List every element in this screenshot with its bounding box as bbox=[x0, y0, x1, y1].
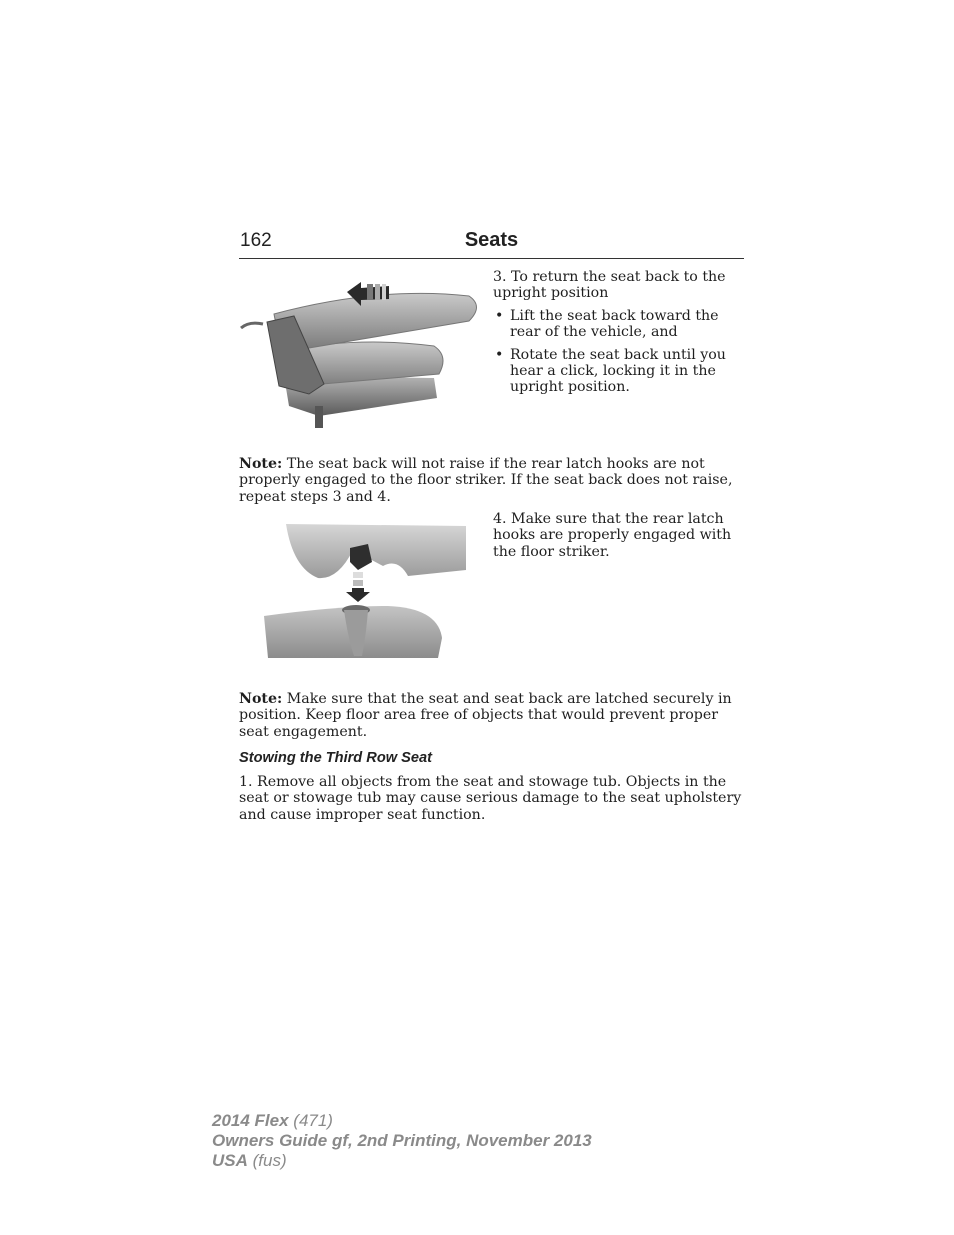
step-3 bbox=[493, 269, 748, 402]
note-seat-back bbox=[239, 456, 744, 505]
footer-market: USA bbox=[212, 1151, 248, 1170]
footer-printing: Owners Guide gf, 2nd Printing, November 2013 bbox=[212, 1131, 592, 1150]
page-header bbox=[239, 228, 744, 259]
seat-back-raise-illustration bbox=[239, 266, 484, 436]
note-label: Note: bbox=[239, 456, 283, 472]
page-number: 162 bbox=[240, 230, 272, 251]
footer-model: 2014 Flex bbox=[212, 1111, 289, 1130]
note-latched bbox=[239, 691, 744, 740]
step-3-bullets bbox=[493, 308, 748, 396]
page-footer bbox=[212, 1111, 592, 1171]
footer-model-code: (471) bbox=[288, 1111, 333, 1130]
stowing-heading: Stowing the Third Row Seat bbox=[239, 750, 432, 766]
step-3-bullet-2: • Rotate the seat back until you hear a click, locking it in the upright position. bbox=[493, 347, 748, 396]
step-3-bullet-1: • Lift the seat back toward the rear of the vehicle, and bbox=[493, 308, 748, 341]
latch-hook-illustration bbox=[258, 518, 470, 663]
note-text: Make sure that the seat and seat back are latched securely in position. Keep floor area free of objects that would prevent proper seat engagement. bbox=[239, 691, 732, 740]
footer-market-code: (fus) bbox=[247, 1151, 287, 1170]
section-title: Seats bbox=[464, 229, 519, 251]
note-label: Note: bbox=[239, 691, 283, 707]
note-text: The seat back will not raise if the rear latch hooks are not properly engaged to the floor striker. If the seat back does not raise, repeat steps 3 and 4. bbox=[239, 456, 733, 505]
step-3-title: 3. To return the seat back to the upright position bbox=[493, 269, 726, 302]
step-4: 4. Make sure that the rear latch hooks are properly engaged with the floor striker. bbox=[493, 511, 732, 560]
stowing-step-1: 1. Remove all objects from the seat and stowage tub. Objects in the seat or stowage tub may cause serious damage to the seat upholstery and cause improper seat function. bbox=[239, 774, 742, 823]
